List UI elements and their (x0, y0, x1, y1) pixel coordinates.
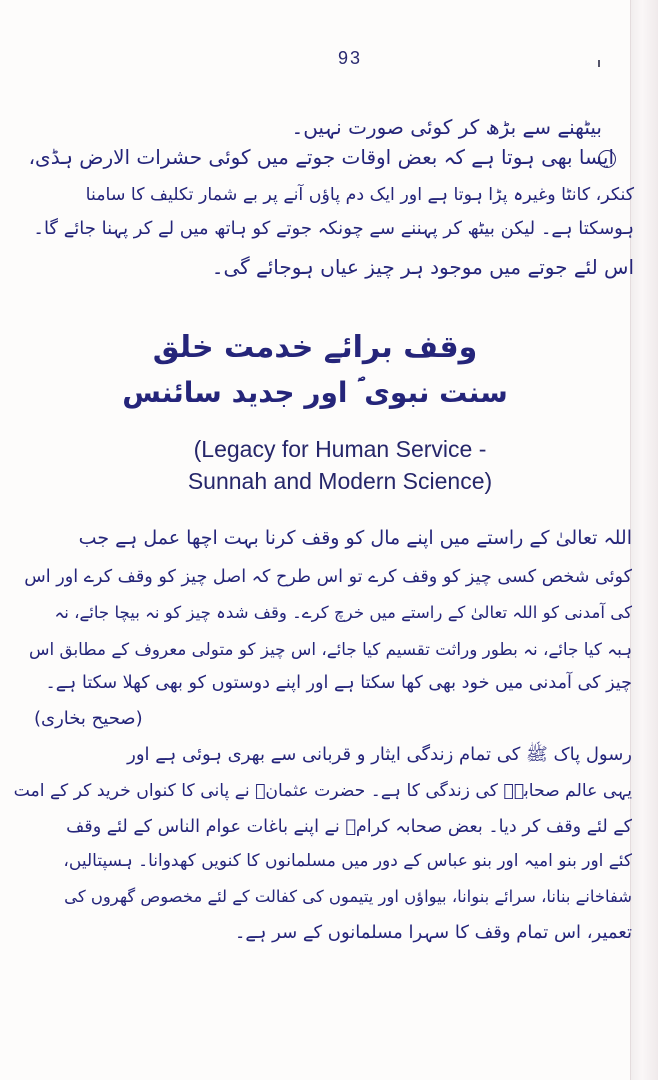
section-heading-urdu-1: وقف برائے خدمت خلق (152, 330, 478, 365)
page-edge (630, 0, 658, 1080)
reference-citation: (صحیح بخاری) (34, 708, 143, 729)
para2-line-3: کے لئے وقف کر دیا۔ بعض صحابہ کرامؓ نے اپنے باغات عوام الناس کے لئے وقف (66, 817, 632, 837)
para2-line-1: رسول پاک ﷺ کی تمام زندگی ایثار و قربانی سے بھری ہوئی ہے اور (127, 744, 632, 765)
para1-line-1: اللہ تعالیٰ کے راستے میں اپنے مال کو وقف کرنا بہت اچھا عمل ہے جب (78, 527, 632, 549)
intro-line-5: اس لئے جوتے میں موجود ہر چیز عیاں ہوجائے گی۔ (211, 255, 634, 279)
page-number: 93 (337, 48, 363, 68)
edge-mark (598, 60, 600, 67)
para1-line-2: کوئی شخص کسی چیز کو وقف کرے تو اس طرح کہ اصل چیز کو وقف کرے اور اس (24, 567, 632, 587)
intro-line-1: بیٹھنے سے بڑھ کر کوئی صورت نہیں۔ (291, 115, 602, 139)
intro-line-4: ہوسکتا ہے۔ لیکن بیٹھ کر پہننے سے چونکہ جوتے کو ہاتھ میں لے کر پہنا جائے گا۔ (33, 218, 634, 239)
intro-line-3: کنکر، کانٹا وغیرہ پڑا ہوتا ہے اور ایک دم پاؤں آنے پر بے شمار تکلیف کا سامنا (85, 185, 634, 205)
section-heading-english-1: (Legacy for Human Service - (193, 436, 487, 462)
para2-line-2: یہی عالم صحابہؓ کی زندگی کا ہے۔ حضرت عثمانؓ نے پانی کا کنواں خرید کر کے امت (13, 781, 632, 801)
section-heading-english-2: Sunnah and Modern Science) (187, 468, 493, 494)
para2-line-4: کئے اور بنو امیہ اور بنو عباس کے دور میں مسلمانوں کا کنویں کھدوانا۔ ہسپتالیں، (63, 851, 632, 871)
para2-line-6: تعمیر، اس تمام وقف کا سہرا مسلمانوں کے سر ہے۔ (234, 922, 632, 943)
para1-line-3: کی آمدنی کو اللہ تعالیٰ کے راستے میں خرچ کرے۔ وقف شدہ چیز کو نہ بیچا جائے، نہ (54, 603, 632, 622)
section-heading-urdu-2: سنت نبوی ؐ اور جدید سائنس (122, 376, 508, 409)
para1-line-5: چیز کی آمدنی میں خود بھی کھا سکتا ہے اور اپنے دوستوں کو بھی کھلا سکتا ہے۔ (45, 673, 632, 693)
para1-line-4: ہبہ کیا جائے، نہ بطور وراثت تقسیم کیا جائے، اس چیز کو متولی معروف کے مطابق اس (29, 639, 632, 659)
intro-line-2: ایسا بھی ہوتا ہے کہ بعض اوقات جوتے میں کوئی حشرات الارض ہڈی، (28, 145, 614, 169)
para2-line-5: شفاخانے بنانا، سرائے بنوانا، بیواؤں اور یتیموں کی کفالت کے لئے مخصوص گھروں کی (64, 887, 632, 906)
